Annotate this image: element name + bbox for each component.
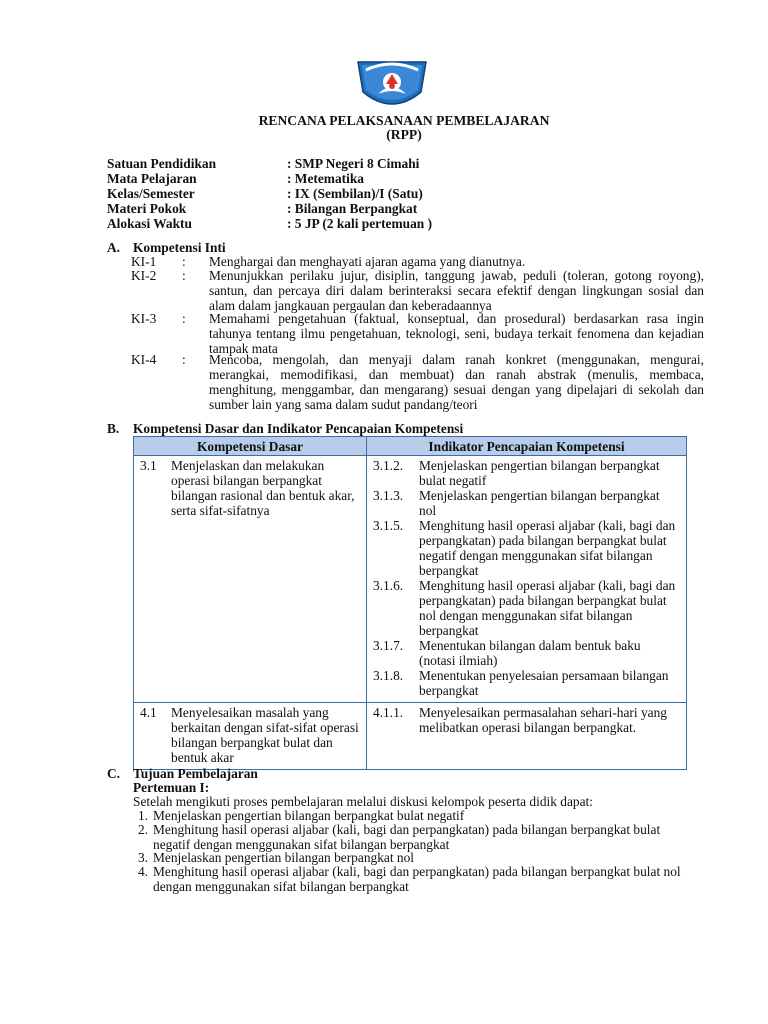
kd-cell (134, 703, 367, 770)
identity-row (107, 216, 432, 231)
section-title: Kompetensi Dasar dan Indikator Pencapaian Kompetensi (133, 421, 464, 436)
indicator-cell (367, 456, 687, 703)
objective-intro: Setelah mengikuti proses pembelajaran melalui diskusi kelompok peserta didik dapat: (133, 794, 594, 809)
document-title: RENCANA PELAKSANAAN PEMBELAJARAN (258, 113, 550, 128)
identity-row (107, 156, 432, 171)
kd-text: Menjelaskan dan melakukan operasi bilangan berpangkat bilangan rasional dan bentuk akar, serta sifat-sifatnya (171, 458, 355, 518)
kd-number: 3.1 (140, 458, 157, 473)
identity-block (107, 156, 432, 231)
objective-text: Menghitung hasil operasi aljabar (kali, bagi dan perpangkatan) pada bilangan berpangkat bulat nol dengan menggunakan sifat bilangan berpangkat (153, 864, 681, 894)
identity-value: : 5 JP (2 kali pertemuan ) (287, 216, 433, 231)
indicator-text: Menghitung hasil operasi aljabar (kali, bagi dan perpangkatan) pada bilangan berpangkat bulat negatif dengan menggunakan sifat bilangan berpangkat (419, 518, 676, 578)
indicator-text: Menjelaskan pengertian bilangan berpangkat nol (419, 488, 660, 518)
kd-ipk-table (133, 436, 687, 770)
document-subtitle: (RPP) (386, 127, 422, 142)
kd-cell (134, 456, 367, 703)
kd-text: Menyelesaikan masalah yang berkaitan dengan sifat-sifat operasi bilangan berpangkat bulat dan bentuk akar (171, 705, 359, 765)
indicator-item (373, 518, 680, 578)
ki-colon: : (182, 254, 186, 269)
ki-item (131, 311, 704, 356)
indicator-item (373, 578, 680, 638)
indicator-number: 3.1.3. (373, 488, 404, 503)
ki-text: Menunjukkan perilaku jujur, disiplin, tanggung jawab, peduli (toleran, gotong royong), santun, dan percaya diri dalam berinteraksi secara efektif dengan lingkungan sosial dan alam dalam jangkauan pergaulan dan keberadaannya (209, 268, 704, 313)
section-title: Tujuan Pembelajaran (133, 766, 258, 781)
indicator-number: 3.1.5. (373, 518, 404, 533)
table-header-row (134, 437, 687, 456)
identity-value: : Metematika (287, 171, 364, 186)
indicator-number: 3.1.8. (373, 668, 404, 683)
section-a-heading (107, 240, 226, 255)
section-letter: A. (107, 240, 121, 255)
ki-text: Mencoba, mengolah, dan menyaji dalam ranah konkret (menggunakan, mengurai, merangkai, memodifikasi, dan membuat) dan ranah abstrak (menulis, membaca, menghitung, menggambar, dan mengarang) sesuai dengan yang dipelajari di sekolah dan sumber lain yang sama dalam sudut pandang/teori (209, 352, 704, 412)
section-b-heading (107, 421, 463, 436)
objective-text: Menjelaskan pengertian bilangan berpangkat nol (153, 850, 415, 865)
indicator-text: Menghitung hasil operasi aljabar (kali, bagi dan perpangkatan) pada bilangan berpangkat bulat nol dengan menggunakan sifat bilangan berpangkat (419, 578, 676, 638)
indicator-text: Menentukan penyelesaian persamaan bilangan berpangkat (419, 668, 669, 698)
table-row (134, 703, 687, 770)
indicator-item (373, 705, 680, 735)
indicator-cell (367, 703, 687, 770)
table-row (134, 456, 687, 703)
indicator-item (373, 668, 680, 698)
indicator-text: Menjelaskan pengertian bilangan berpangkat bulat negatif (419, 458, 660, 488)
identity-row (107, 171, 432, 186)
identity-label: Satuan Pendidikan (107, 156, 217, 171)
ki-code: KI-2 (131, 268, 157, 283)
objective-number: 2. (137, 822, 148, 837)
ki-text: Menghargai dan menghayati ajaran agama yang dianutnya. (209, 254, 526, 269)
ki-item (131, 268, 704, 313)
objective-item (126, 822, 696, 852)
objective-item (126, 808, 696, 823)
section-c-heading (107, 766, 258, 781)
identity-value: : IX (Sembilan)/I (Satu) (287, 186, 423, 201)
section-letter: C. (107, 766, 121, 781)
tut-wuri-handayani-logo (354, 56, 430, 114)
meeting-heading: Pertemuan I: (133, 780, 210, 795)
identity-value: : SMP Negeri 8 Cimahi (287, 156, 420, 171)
indicator-item (373, 638, 680, 668)
ki-colon: : (182, 268, 186, 283)
objective-number: 3. (137, 850, 148, 865)
ki-item (131, 352, 704, 412)
identity-value: : Bilangan Berpangkat (287, 201, 418, 216)
ki-text: Memahami pengetahuan (faktual, konseptual, dan prosedural) berdasarkan rasa ingin tahunya tentang ilmu pengetahuan, teknologi, seni, budaya terkait fenomena dan kejadian tampak mata (209, 311, 704, 356)
indicator-item (373, 458, 680, 488)
section-title: Kompetensi Inti (133, 240, 226, 255)
table-header-cell: Kompetensi Dasar (134, 437, 367, 456)
identity-row (107, 201, 432, 216)
indicator-number: 3.1.6. (373, 578, 404, 593)
indicator-number: 3.1.7. (373, 638, 404, 653)
objective-number: 4. (137, 864, 148, 879)
kd-item (140, 458, 360, 518)
identity-label: Mata Pelajaran (107, 171, 197, 186)
section-letter: B. (107, 421, 120, 436)
indicator-item (373, 488, 680, 518)
identity-label: Alokasi Waktu (107, 216, 192, 231)
ki-item (131, 254, 704, 269)
objective-item (126, 850, 696, 865)
objective-text: Menghitung hasil operasi aljabar (kali, bagi dan perpangkatan) pada bilangan berpangkat bulat negatif dengan menggunakan sifat bilangan berpangkat (153, 822, 661, 852)
kd-item (140, 705, 360, 765)
kd-number: 4.1 (140, 705, 157, 720)
indicator-number: 4.1.1. (373, 705, 404, 720)
identity-row (107, 186, 432, 201)
objective-number: 1. (137, 808, 148, 823)
ki-colon: : (182, 311, 186, 326)
ki-colon: : (182, 352, 186, 367)
ki-code: KI-1 (131, 254, 157, 269)
objective-text: Menjelaskan pengertian bilangan berpangkat bulat negatif (153, 808, 465, 823)
ki-code: KI-3 (131, 311, 157, 326)
identity-label: Materi Pokok (107, 201, 187, 216)
identity-label: Kelas/Semester (107, 186, 195, 201)
table-header-cell: Indikator Pencapaian Kompetensi (367, 437, 687, 456)
ki-code: KI-4 (131, 352, 157, 367)
indicator-number: 3.1.2. (373, 458, 404, 473)
indicator-text: Menyelesaikan permasalahan sehari-hari yang melibatkan operasi bilangan berpangkat. (419, 705, 667, 735)
objective-item (126, 864, 696, 894)
indicator-text: Menentukan bilangan dalam bentuk baku (notasi ilmiah) (419, 638, 641, 668)
